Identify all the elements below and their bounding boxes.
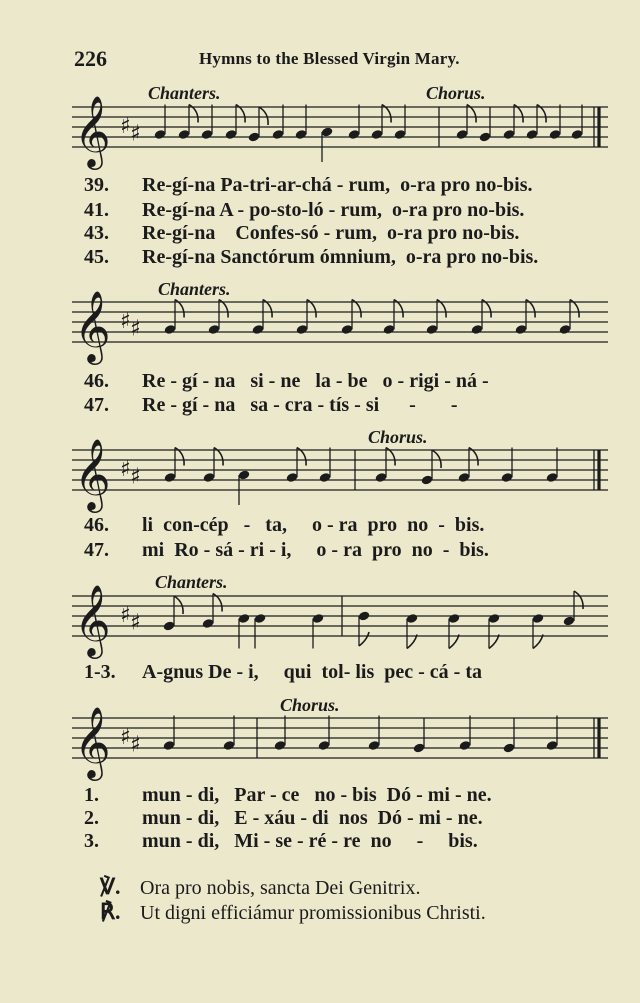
music-staff [72,290,608,370]
sharp-icon: ♯ [130,316,141,342]
response [100,899,486,925]
sharp-icon: ♯ [130,121,141,147]
music-staff [72,95,608,175]
lyric-line: 45. Re-gí-na Sanctórum ómnium, o-ra pro no-bis. [84,246,539,268]
chanters-label: Chanters. [148,83,221,103]
lyric-line: 1. mun - di, Par - ce no - bis Dó - mi - ne. [84,784,492,806]
music-staff [72,706,608,786]
music-staff [72,438,608,518]
music-staff [72,584,608,664]
versicle [100,874,420,900]
versicle-text: Ora pro nobis, sancta Dei Genitrix. [140,877,421,899]
response-text: Ut digni efficiámur promissionibus Christi. [140,902,486,924]
sharp-icon: ♯ [120,725,131,750]
sharp-icon: ♯ [130,464,141,490]
sharp-icon: ♯ [120,309,131,334]
page-number: 226 [74,46,107,71]
treble-clef-icon: 𝄞 [74,705,111,778]
lyric-line: 2. mun - di, E - xáu - di nos Dó - mi - ne. [84,807,483,829]
chorus-label: Chorus. [280,695,340,715]
lyric-line: 47. mi Ro - sá - ri - i, o - ra pro no - bis. [84,539,489,561]
sharp-icon: ♯ [120,603,131,628]
lyric-line: 47. Re - gí - na sa - cra - tís - si - - [84,394,458,416]
chanters-label: Chanters. [158,279,231,299]
chorus-label: Chorus. [426,83,486,103]
lyric-line: 43. Re-gí-na Confes-só - rum, o-ra pro no-bis. [84,222,520,244]
treble-clef-icon: 𝄞 [74,94,111,167]
lyric-line: 3. mun - di, Mi - se - ré - re no - bis. [84,830,478,852]
chorus-label: Chorus. [368,427,428,447]
sharp-icon: ♯ [130,732,141,758]
lyric-line: 46. li con-cép - ta, o - ra pro no - bis. [84,514,485,536]
treble-clef-icon: 𝄞 [74,289,111,362]
lyric-line: 39. Re-gí-na Pa-tri-ar-chá - rum, o-ra pro no-bis. [84,174,533,196]
chanters-label: Chanters. [155,572,228,592]
treble-clef-icon: 𝄞 [74,583,111,656]
sharp-icon: ♯ [120,114,131,139]
note-flag [259,107,268,125]
lyric-line: 41. Re-gí-na A - po-sto-ló - rum, o-ra pro no-bis. [84,199,525,221]
note-flag [432,450,441,468]
note-flag [174,596,183,614]
sharp-icon: ♯ [120,457,131,482]
response-mark: ℟. [100,899,121,924]
sharp-icon: ♯ [130,610,141,636]
lyric-line: 46. Re - gí - na si - ne la - be o - rigi - ná - [84,370,489,392]
lyric-line: 1-3. A-gnus De - i, qui tol- lis pec - cá - ta [84,661,482,683]
running-title: Hymns to the Blessed Virgin Mary. [199,49,460,68]
versicle-mark: ℣. [100,874,121,899]
note-flag [359,632,369,646]
treble-clef-icon: 𝄞 [74,437,111,510]
